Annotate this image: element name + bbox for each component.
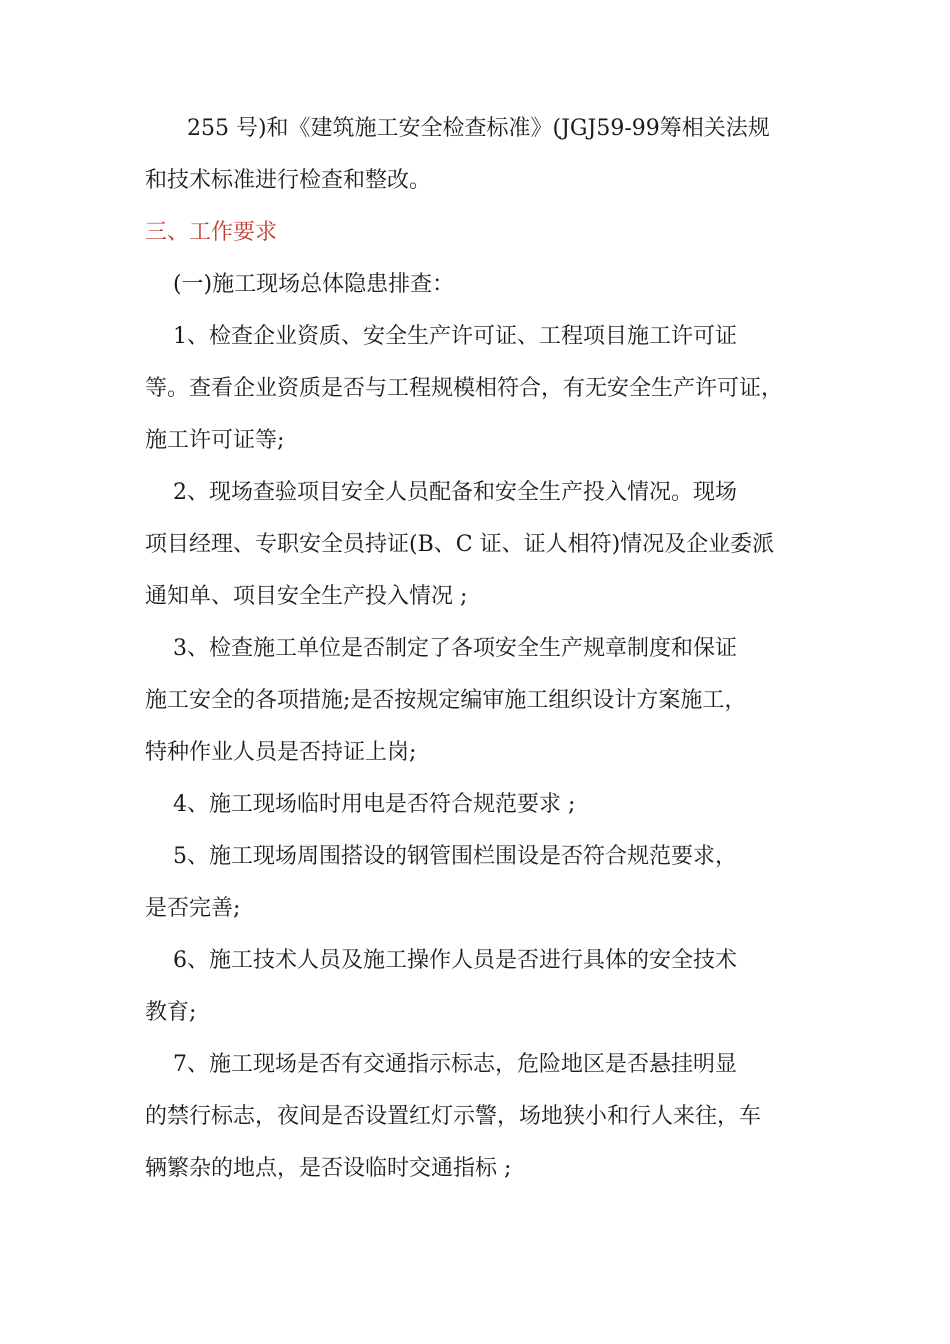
text-line: 5、施工现场周围搭设的钢管围栏围设是否符合规范要求， xyxy=(145,844,737,869)
text-line: 和技术标准进行检查和整改。 xyxy=(145,168,432,193)
list-item-4 xyxy=(145,779,810,831)
text-line: 教育; xyxy=(145,1000,197,1025)
text-line: 2、现场查验项目安全人员配备和安全生产投入情况。现场 xyxy=(145,480,737,505)
text-line: 辆繁杂的地点，是否设临时交通指标 ; xyxy=(145,1156,512,1181)
text-line: 特种作业人员是否持证上岗; xyxy=(145,740,417,765)
text-line: 等。查看企业资质是否与工程规模相符合，有无安全生产许可证， xyxy=(145,376,784,401)
document-body xyxy=(145,103,810,1195)
list-item-3 xyxy=(145,623,810,779)
text-line: 7、施工现场是否有交通指示标志，危险地区是否悬挂明显 xyxy=(145,1052,737,1077)
text-line: 4、施工现场临时用电是否符合规范要求 ; xyxy=(145,792,576,817)
list-item-7 xyxy=(145,1039,810,1195)
text-line: 项目经理、专职安全员持证(B、C 证、证人相符)情况及企业委派 xyxy=(145,532,775,557)
list-item-1 xyxy=(145,311,810,467)
text-line: 是否完善; xyxy=(145,896,241,921)
text-line: 施工许可证等; xyxy=(145,428,285,453)
paragraph-continuation xyxy=(145,103,810,207)
list-item-5 xyxy=(145,831,810,935)
text-line: 255 号)和《建筑施工安全检查标准》(JGJ59-99筹相关法规 xyxy=(145,116,770,141)
subsection-heading: (一)施工现场总体隐患排查： xyxy=(145,272,455,297)
list-item-6 xyxy=(145,935,810,1039)
text-line: 3、检查施工单位是否制定了各项安全生产规章制度和保证 xyxy=(145,636,737,661)
section-heading: 三、工作要求 xyxy=(145,220,278,245)
text-line: 通知单、项目安全生产投入情况 ; xyxy=(145,584,468,609)
text-line: 6、施工技术人员及施工操作人员是否进行具体的安全技术 xyxy=(145,948,737,973)
text-line: 1、检查企业资质、安全生产许可证、工程项目施工许可证 xyxy=(145,324,737,349)
text-line: 施工安全的各项措施;是否按规定编审施工组织设计方案施工， xyxy=(145,688,747,713)
text-line: 的禁行标志，夜间是否设置红灯示警，场地狭小和行人来往，车 xyxy=(145,1104,762,1129)
list-item-2 xyxy=(145,467,810,623)
